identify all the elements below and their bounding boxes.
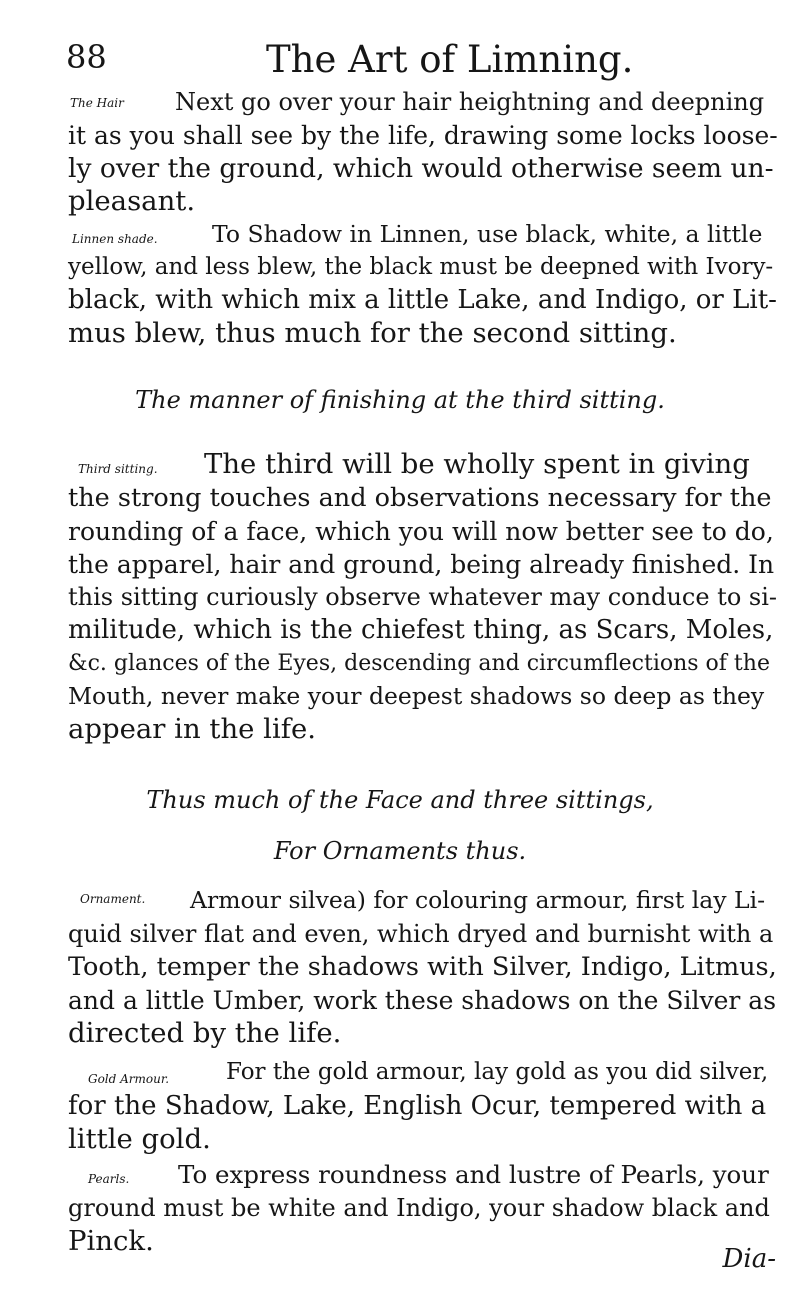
text-line: black, with which mix a little Lake, and Indigo, or Lit- [68,285,777,315]
text-line: mus blew, thus much for the second sitting. [68,317,677,349]
paragraph-pearls-first-line [178,1158,778,1191]
text-line: &c. glances of the Eyes, descending and circumflections of the [68,651,770,676]
text-line: yellow, and less blew, the black must be deepned with Ivory- [68,254,774,280]
paragraph-pearls [68,1192,778,1258]
text-line: this sitting curiously observe whatever may conduce to si- [68,583,777,611]
paragraph-linnen-first-line [212,218,770,251]
text-line: To express roundness and lustre of Pearls, your [178,1160,769,1189]
section-heading-face: Thus much of the Face and three sittings, [146,786,654,814]
text-line: Tooth, temper the shadows with Silver, Indigo, Litmus, [68,952,777,982]
margin-note-ornament: Ornament. [80,892,146,906]
catchword: Dia- [722,1244,776,1274]
text-line: little gold. [68,1123,211,1155]
running-title: The Art of Limning. [266,38,634,81]
text-line: Mouth, never make your deepest shadows so deep as they [68,682,765,710]
text-line: it as you shall see by the life, drawing some locks loose- [68,121,778,150]
section-heading-ornaments: For Ornaments thus. [273,837,527,865]
text-line: the strong touches and observations necessary for the [68,483,772,513]
margin-note-linnen: Linnen shade. [72,232,158,246]
margin-note-pearls: Pearls. [88,1172,130,1186]
text-line: Next go over your hair heightning and deepning [175,88,765,116]
text-line: ground must be white and Indigo, your shadow black and [68,1194,770,1222]
paragraph-armour-first-line [190,884,770,917]
margin-note-hair: The Hair [70,96,124,110]
paragraph-hair [68,119,778,218]
text-line: for the Shadow, Lake, English Ocur, tempered with a [68,1091,767,1121]
text-line: and a little Umber, work these shadows on the Silver as [68,986,777,1015]
text-line: Armour silvea) for colouring armour, first lay Li- [190,886,766,914]
page-number: 88 [66,38,107,76]
text-line: militude, which is the chiefest thing, as Scars, Moles, [68,615,774,645]
text-line: For the gold armour, lay gold as you did silver, [226,1059,769,1085]
paragraph-gold [68,1090,778,1156]
paragraph-gold-first-line [226,1056,778,1089]
text-line: rounding of a face, which you will now better see to do, [68,517,774,546]
text-line: To Shadow in Linnen, use black, white, a little [212,220,763,248]
paragraph-armour [68,918,778,1050]
paragraph-third [68,482,778,746]
text-line: appear in the life. [68,713,316,745]
text-line: the apparel, hair and ground, being already finished. In [68,550,775,579]
text-line: pleasant. [68,185,196,217]
text-line: Pinck. [68,1225,154,1257]
paragraph-linnen [68,251,778,350]
text-line: directed by the life. [68,1017,342,1049]
paragraph-third-first-line [204,448,770,481]
section-heading-third-sitting: The manner of finishing at the third sitting. [135,386,665,414]
page-header [66,34,786,84]
text-line: ly over the ground, which would otherwise seem un- [68,153,774,184]
margin-note-third-sitting: Third sitting. [78,462,158,476]
text-line: quid silver flat and even, which dryed and burnisht with a [68,920,774,948]
text-line: The third will be wholly spent in giving [204,448,750,480]
margin-note-gold-armour: Gold Armour. [88,1072,170,1086]
paragraph-hair-first-line [175,86,768,119]
